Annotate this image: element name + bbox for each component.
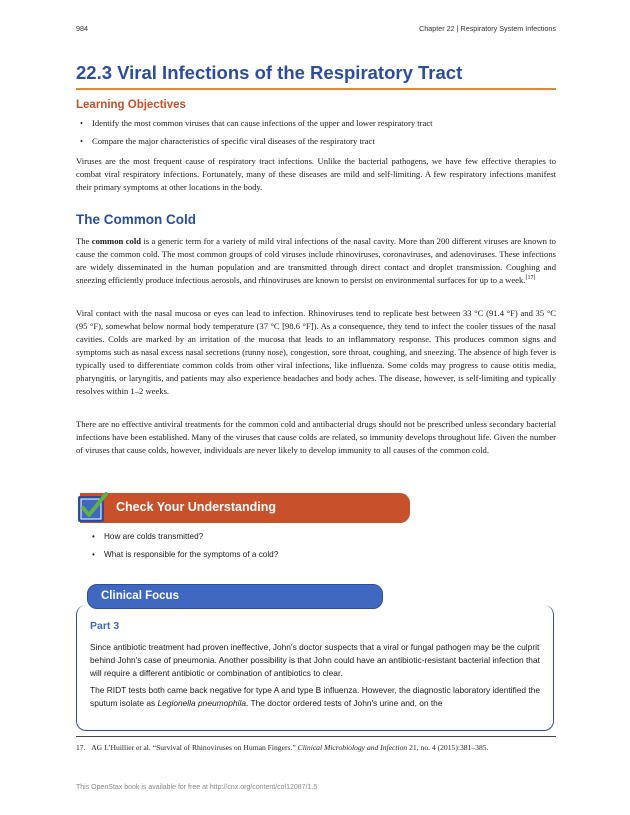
intro-paragraph: Viruses are the most frequent cause of respiratory tract infections. Unlike the bacterial pathogens, we have few effective therapies to combat viral respiratory infections. Fortunately, many of these diseases are mild and self-limiting. A few respiratory infections manifest their primary symptoms at other locations in the body. xyxy=(76,156,556,192)
pathogen-name: Legionella pneumophila xyxy=(157,698,246,708)
footnote-number: 17. xyxy=(76,743,86,752)
footnote xyxy=(76,743,488,752)
common-cold-paragraph-1 xyxy=(76,235,556,287)
check-understanding-question: • What is responsible for the symptoms of a cold? xyxy=(92,549,278,560)
clinical-focus-p2-start: The RIDT tests both came back negative for type A and type B influenza. However, the diagnostic laboratory identified the sputum isolate as xyxy=(90,685,541,708)
page-number: 984 xyxy=(76,24,88,33)
learning-objectives-list xyxy=(76,118,556,154)
common-cold-p1-rest: is a generic term for a variety of mild viral infections of the nasal cavity. More than 200 different viruses are known to cause the common cold. The most common groups of cold viruses include rhinoviruses, coronaviruses, and adenoviruses. These infections are widely disseminated in the human population and are transmitted through direct contact and droplet transmission. Coughing and sneezing efficiently produce infectious aerosols, and rhinoviruses are known to persist on environmental surfaces for up to a week. xyxy=(76,236,556,285)
clinical-focus-title: Clinical Focus xyxy=(101,590,179,602)
learning-objective-item: • Identify the most common viruses that can cause infections of the upper and lower respiratory tract xyxy=(76,118,556,129)
clinical-focus-paragraph-2 xyxy=(90,684,542,710)
common-cold-paragraph-2: Viral contact with the nasal mucosa or eyes can lead to infection. Rhinoviruses tend to replicate best between 33 °C (91.4 °F) and 35 °C (95 °F), somewhat below normal body temperature (37 °C [98.6 °F]). As a consequence, they tend to infect the cooler tissues of the nasal cavities. Colds are marked by an irritation of the mucosa that leads to an inflammatory response. This produces common signs and symptoms such as nasal excess nasal secretions (runny nose), congestion, sore throat, coughing, and sneezing. The absence of high fever is typically used to differentiate common colds from other viral infections, like influenza. Some colds may progress to cause otitis media, pharyngitis, or laryngitis, and patients may also experience headaches and body aches. The disease, however, is self-limiting and typically resolves within 1–2 weeks. xyxy=(76,308,556,396)
checkbox-check-icon xyxy=(76,490,108,524)
common-cold-p1-start: The xyxy=(76,236,92,246)
footnote-text-start: AG L’Huillier et al. “Survival of Rhinoviruses on Human Fingers.” xyxy=(91,743,298,752)
check-understanding-question: • How are colds transmitted? xyxy=(92,531,278,542)
section-title: 22.3 Viral Infections of the Respiratory Tract xyxy=(76,62,463,83)
clinical-focus-p2-end: . The doctor ordered tests of John's urine and, on the xyxy=(245,698,443,708)
clinical-focus-part-label: Part 3 xyxy=(90,620,120,632)
check-understanding-title: Check Your Understanding xyxy=(116,500,276,514)
common-cold-heading: The Common Cold xyxy=(76,212,196,227)
footnote-journal: Clinical Microbiology and Infection xyxy=(297,743,408,752)
chapter-header: Chapter 22 | Respiratory System Infections xyxy=(419,24,556,33)
common-cold-paragraph-3: There are no effective antiviral treatments for the common cold and antibacterial drugs should not be prescribed unless secondary bacterial infections have been established. Many of the viruses that cause colds are related, so immunity develops throughout life. Given the number of viruses that cause colds, however, individuals are never likely to develop immunity to all causes of the common cold. xyxy=(76,419,556,455)
page-footer[interactable]: This OpenStax book is available for free at http://cnx.org/content/col12087/1.5 xyxy=(76,784,318,791)
footnote-reference-link[interactable]: [17] xyxy=(525,275,536,282)
footnote-text-end: 21, no. 4 (2015):381–385. xyxy=(407,743,489,752)
footnote-divider xyxy=(76,736,556,737)
common-cold-term: common cold xyxy=(91,236,141,246)
clinical-focus-paragraph-1: Since antibiotic treatment had proven ineffective, John's doctor suspects that a viral or fungal pathogen may be the culprit behind John's case of pneumonia. Another possibility is that John could have an antibiotic-resistant bacterial infection that will require a different antibiotic or combination of antibiotics to clear. xyxy=(90,642,540,678)
learning-objective-item: • Compare the major characteristics of specific viral diseases of the respiratory tract xyxy=(76,136,556,147)
check-understanding-list xyxy=(92,531,278,567)
learning-objectives-heading: Learning Objectives xyxy=(76,99,186,111)
title-underline xyxy=(76,88,556,90)
